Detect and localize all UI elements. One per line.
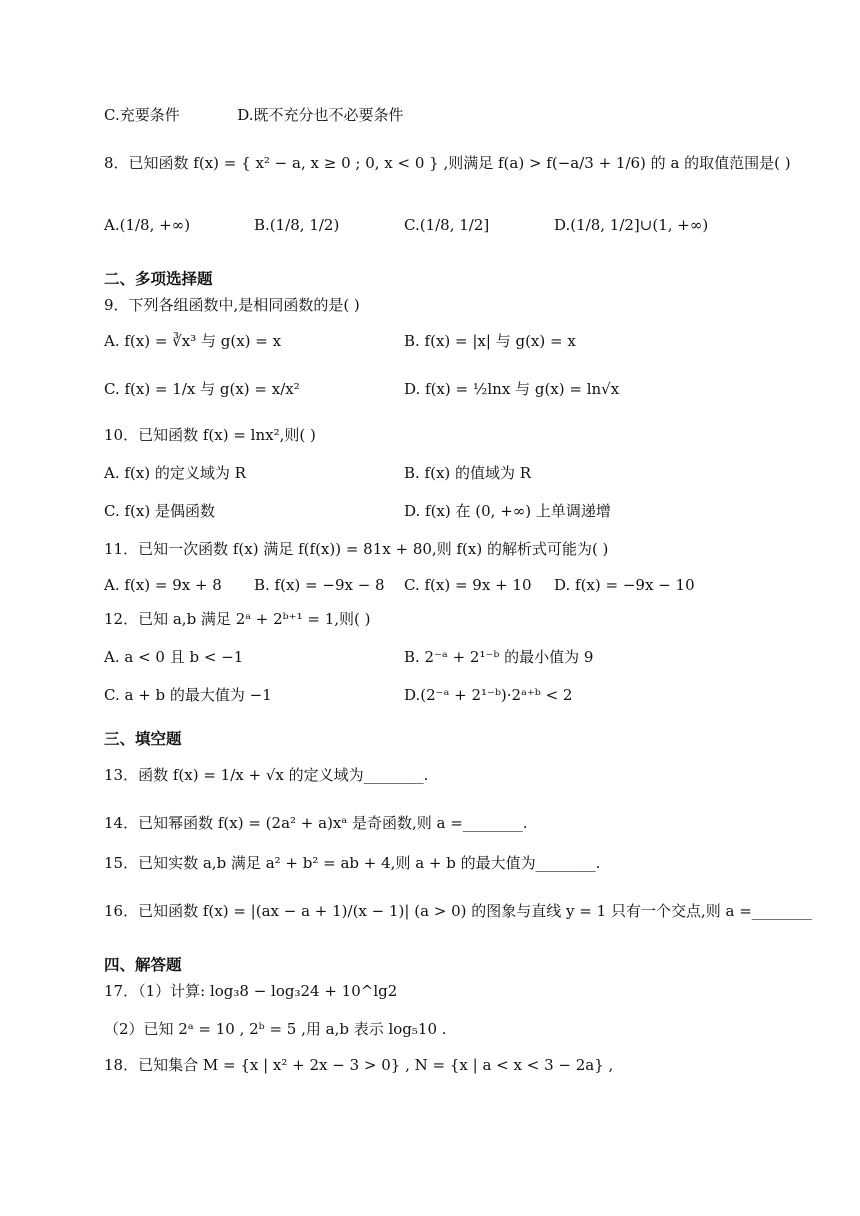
q12-option-d: D.(2⁻ᵃ + 2¹⁻ᵇ)·2ᵃ⁺ᵇ < 2 xyxy=(404,686,573,704)
q18-stem: 18．已知集合 M = {x | x² + 2x − 3 > 0} , N = {x | a < x < 3 − 2a} , xyxy=(104,1056,614,1074)
q13: 13．函数 f(x) = 1/x + √x 的定义域为________. xyxy=(104,766,429,784)
q12-stem: 12．已知 a,b 满足 2ᵃ + 2ᵇ⁺¹ = 1,则( ) xyxy=(104,610,371,628)
q15: 15．已知实数 a,b 满足 a² + b² = ab + 4,则 a + b 的最大值为________. xyxy=(104,854,601,872)
q7-option-d: D.既不充分也不必要条件 xyxy=(237,106,404,124)
q17-part1: 17．（1）计算: log₃8 − log₃24 + 10^lg2 xyxy=(104,982,398,1000)
section-3-heading: 三、填空题 xyxy=(104,730,182,748)
q10-option-b: B. f(x) 的值域为 R xyxy=(404,464,532,482)
q12-option-b: B. 2⁻ᵃ + 2¹⁻ᵇ 的最小值为 9 xyxy=(404,648,594,666)
section-2-heading: 二、多项选择题 xyxy=(104,270,213,288)
section-4-heading: 四、解答题 xyxy=(104,956,182,974)
q7-options-cd xyxy=(104,104,404,126)
q9-option-c: C. f(x) = 1/x 与 g(x) = x/x² xyxy=(104,380,300,398)
q8-option-b: B.(1/8, 1/2) xyxy=(254,216,340,234)
q16: 16．已知函数 f(x) = |(ax − a + 1)/(x − 1)| (a > 0) 的图象与直线 y = 1 只有一个交点,则 a =________ xyxy=(104,902,812,920)
q8-option-c: C.(1/8, 1/2] xyxy=(404,216,490,234)
q10-option-a: A. f(x) 的定义域为 R xyxy=(104,464,246,482)
q11-option-d: D. f(x) = −9x − 10 xyxy=(554,576,695,594)
q8-option-d: D.(1/8, 1/2]∪(1, +∞) xyxy=(554,216,709,234)
q12-option-a: A. a < 0 且 b < −1 xyxy=(104,648,244,666)
q9-stem: 9．下列各组函数中,是相同函数的是( ) xyxy=(104,296,360,314)
q10-option-d: D. f(x) 在 (0, +∞) 上单调递增 xyxy=(404,502,611,520)
q17-part2: （2）已知 2ᵃ = 10 , 2ᵇ = 5 ,用 a,b 表示 log₅10 . xyxy=(104,1020,447,1038)
q12-option-c: C. a + b 的最大值为 −1 xyxy=(104,686,272,704)
q9-option-a: A. f(x) = ∛x³ 与 g(x) = x xyxy=(104,332,282,350)
q9-option-b: B. f(x) = |x| 与 g(x) = x xyxy=(404,332,576,350)
q8-text: 8．已知函数 f(x) = { x² − a, x ≥ 0 ; 0, x < 0 } ,则满足 f(a) > f(−a/3 + 1/6) 的 a 的取值范围是( ) xyxy=(104,154,791,172)
q14: 14．已知幂函数 f(x) = (2a² + a)xᵃ 是奇函数,则 a =________. xyxy=(104,814,528,832)
q8-option-a: A.(1/8, +∞) xyxy=(104,216,191,234)
q7-option-c: C.充要条件 xyxy=(104,106,180,124)
q8-stem xyxy=(104,152,791,174)
q10-stem: 10．已知函数 f(x) = lnx²,则( ) xyxy=(104,426,316,444)
q10-option-c: C. f(x) 是偶函数 xyxy=(104,502,215,520)
q9-option-d: D. f(x) = ½lnx 与 g(x) = ln√x xyxy=(404,380,620,398)
q11-option-b: B. f(x) = −9x − 8 xyxy=(254,576,385,594)
q11-stem: 11．已知一次函数 f(x) 满足 f(f(x)) = 81x + 80,则 f(x) 的解析式可能为( ) xyxy=(104,540,609,558)
q11-option-a: A. f(x) = 9x + 8 xyxy=(104,576,222,594)
q11-option-c: C. f(x) = 9x + 10 xyxy=(404,576,532,594)
